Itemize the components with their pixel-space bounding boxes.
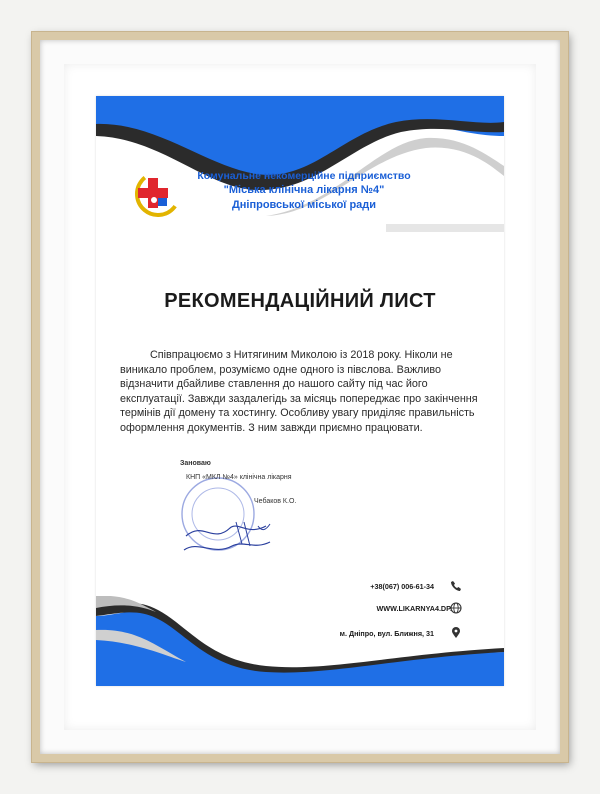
stamp-org-line: КНП «МКЛ №4» клінічна лікарня xyxy=(186,474,292,481)
phone-icon xyxy=(450,580,462,592)
globe-icon xyxy=(450,602,462,614)
hospital-logo-icon xyxy=(130,166,186,222)
approved-label: Зановаю xyxy=(180,460,211,467)
director-name: Чебаков К.О. xyxy=(254,498,297,505)
org-line-1: Комунальне некомерційне підприємство xyxy=(197,170,411,182)
phone-text: +38(067) 006-61-34 xyxy=(370,582,434,591)
signature-stamp xyxy=(178,458,328,562)
contact-website xyxy=(377,604,452,613)
location-pin-icon xyxy=(450,627,462,639)
document-title: РЕКОМЕНДАЦІЙНИЙ ЛИСТ xyxy=(164,290,436,312)
contact-phone xyxy=(370,582,434,591)
contact-address xyxy=(340,629,434,638)
website-text: WWW.LIKARNYA4.DP. xyxy=(376,604,452,613)
organization-header xyxy=(194,170,414,212)
letter-sheet xyxy=(96,96,504,686)
address-text: м. Дніпро, вул. Ближня, 31 xyxy=(339,629,434,638)
org-line-2: "Міська клінічна лікарня №4" xyxy=(223,184,385,196)
org-line-3: Дніпровської міської ради xyxy=(231,199,377,211)
letter-body: Співпрацюємо з Нитягиним Миколою із 2018 року. Ніколи не виникало проблем, розуміємо одне одного із півслова. Важливо відзначити дбайливе ставлення до нашого сайту під час його експлуатації. Завжди заздалегідь за місяць попереджає про закінчення термінів дії домену та хостингу. Особливу увагу приділяє правильність оформлення документів. З ним завжди приємно працювати. xyxy=(120,349,478,434)
